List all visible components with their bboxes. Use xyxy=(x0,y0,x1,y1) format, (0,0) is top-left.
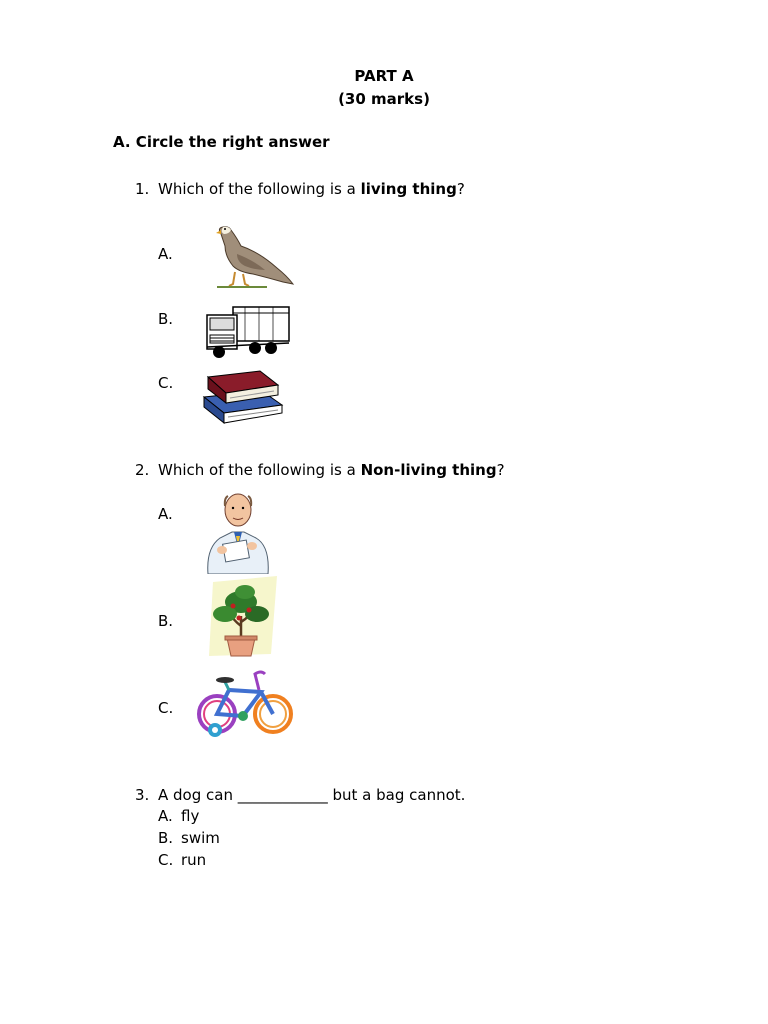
q3-option-c-text[interactable]: run xyxy=(181,851,207,869)
q3-option-a-text[interactable]: fly xyxy=(181,807,200,825)
q2-number: 2. xyxy=(135,461,150,479)
bicycle-icon[interactable] xyxy=(195,668,295,742)
q2-option-b-letter: B. xyxy=(158,612,174,630)
books-icon[interactable] xyxy=(202,367,284,425)
section-heading: A. Circle the right answer xyxy=(113,133,330,151)
part-title: PART A xyxy=(354,67,414,85)
q3-option-a-letter: A. xyxy=(158,807,173,825)
q3-number: 3. xyxy=(135,786,150,804)
q3-option-b-letter: B. xyxy=(158,829,174,847)
q1-option-a-letter: A. xyxy=(158,245,173,263)
q3-question: A dog can ____________ but a bag cannot. xyxy=(158,786,466,804)
q2-option-a-letter: A. xyxy=(158,505,173,523)
marks-subtitle: (30 marks) xyxy=(338,90,430,108)
man-icon[interactable] xyxy=(202,488,274,574)
q3-option-c-letter: C. xyxy=(158,851,174,869)
q1-number: 1. xyxy=(135,180,150,198)
q3-option-b-text[interactable]: swim xyxy=(181,829,220,847)
potted-plant-icon[interactable] xyxy=(205,576,279,660)
q1-option-c-letter: C. xyxy=(158,374,174,392)
eagle-icon[interactable] xyxy=(207,224,297,292)
q2-option-c-letter: C. xyxy=(158,699,174,717)
q1-question: Which of the following is a living thing? xyxy=(158,180,465,198)
q2-question: Which of the following is a Non-living thing? xyxy=(158,461,505,479)
q1-option-b-letter: B. xyxy=(158,310,174,328)
truck-icon[interactable] xyxy=(205,303,293,361)
